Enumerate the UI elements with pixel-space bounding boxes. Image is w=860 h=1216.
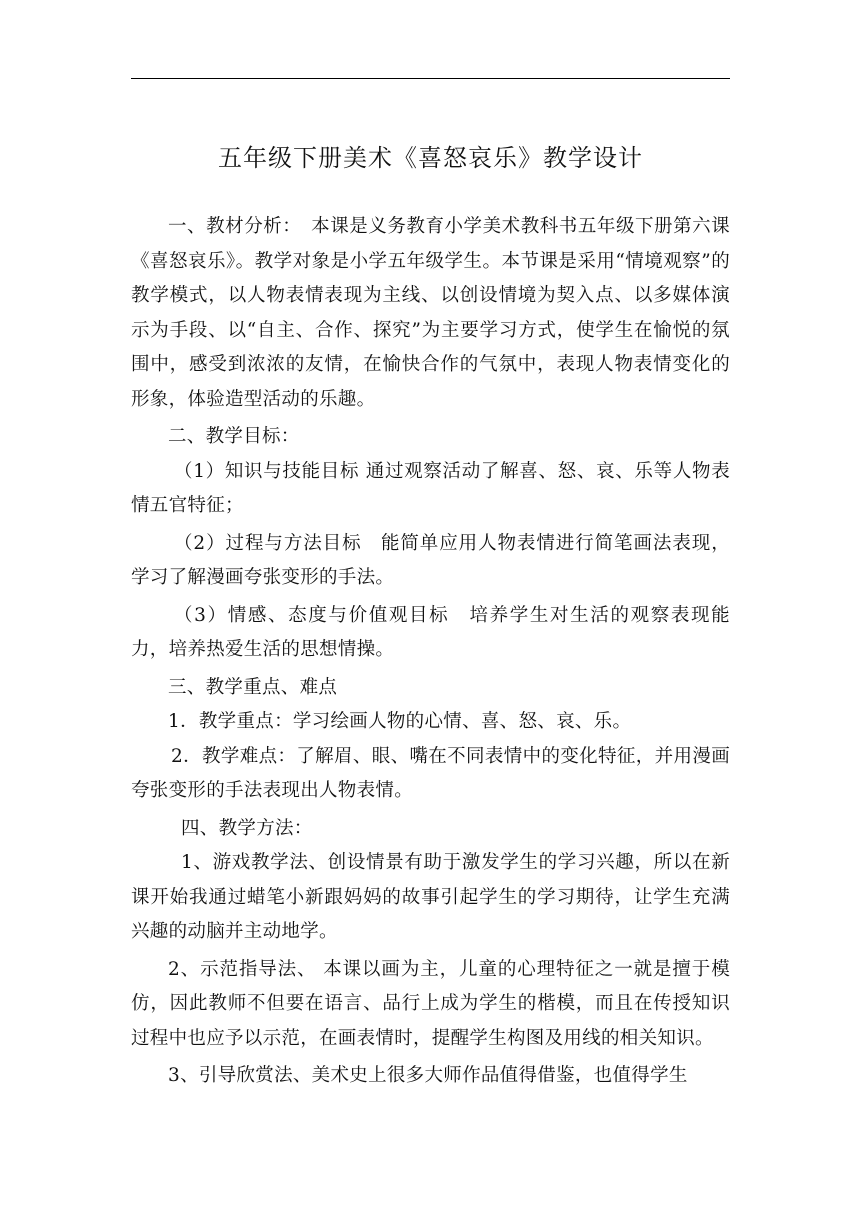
paragraph-key-points-heading: 三、教学重点、难点: [168, 676, 338, 698]
paragraph-objectives-heading: 二、教学目标：: [168, 426, 300, 447]
paragraph-method-2: 2、示范指导法、 本课以画为主，儿童的心理特征之一就是擅于模仿，因此教师不但要在语言、品行上成为学生的楷模，而且在传授知识过程中也应予以示范，在画表情时，提醒学生构图及用线的相关知识。: [131, 958, 730, 1049]
header-rule: [131, 78, 730, 79]
paragraph-difficult-point: 2．教学难点：了解眉、眼、嘴在不同表情中的变化特征，并用漫画夸张变形的手法表现出人物表情。: [131, 745, 730, 801]
paragraph-objective-3: （3）情感、态度与价值观目标 培养学生对生活的观察表现能力，培养热爱生活的思想情操。: [131, 604, 730, 660]
paragraph-objective-1: （1）知识与技能目标 通过观察活动了解喜、怒、哀、乐等人物表情五官特征；: [131, 460, 730, 516]
paragraph-key-point: 1．教学重点：学习绘画人物的心情、喜、怒、哀、乐。: [168, 711, 632, 732]
paragraph-method-1: 1、游戏教学法、创设情景有助于激发学生的学习兴趣，所以在新课开始我通过蜡笔小新跟妈妈的故事引起学生的学习期待，让学生充满兴趣的动脑并主动地学。: [131, 852, 730, 942]
paragraph-objective-2: （2）过程与方法目标 能简单应用人物表情进行简笔画法表现，学习了解漫画夸张变形的手法。: [131, 532, 730, 588]
paragraph-textbook-analysis: 一、教材分析： 本课是义务教育小学美术教科书五年级下册第六课《喜怒哀乐》。教学对象是小学五年级学生。本节课是采用“情境观察”的教学模式，以人物表情表现为主线、以创设情境为契入点、以多媒体演示为手段、以“自主、合作、探究”为主要学习方式，使学生在愉悦的氛围中，感受到浓浓的友情，在愉快合作的气氛中，表现人物表情变化的形象，体验造型活动的乐趣。: [131, 216, 730, 410]
document-title: 五年级下册美术《喜怒哀乐》教学设计: [218, 144, 643, 172]
document-body: [131, 210, 730, 1094]
paragraph-methods-heading: 四、教学方法：: [181, 817, 313, 839]
paragraph-method-3: 3、引导欣赏法、美术史上很多大师作品值得借鉴，也值得学生: [168, 1065, 688, 1086]
